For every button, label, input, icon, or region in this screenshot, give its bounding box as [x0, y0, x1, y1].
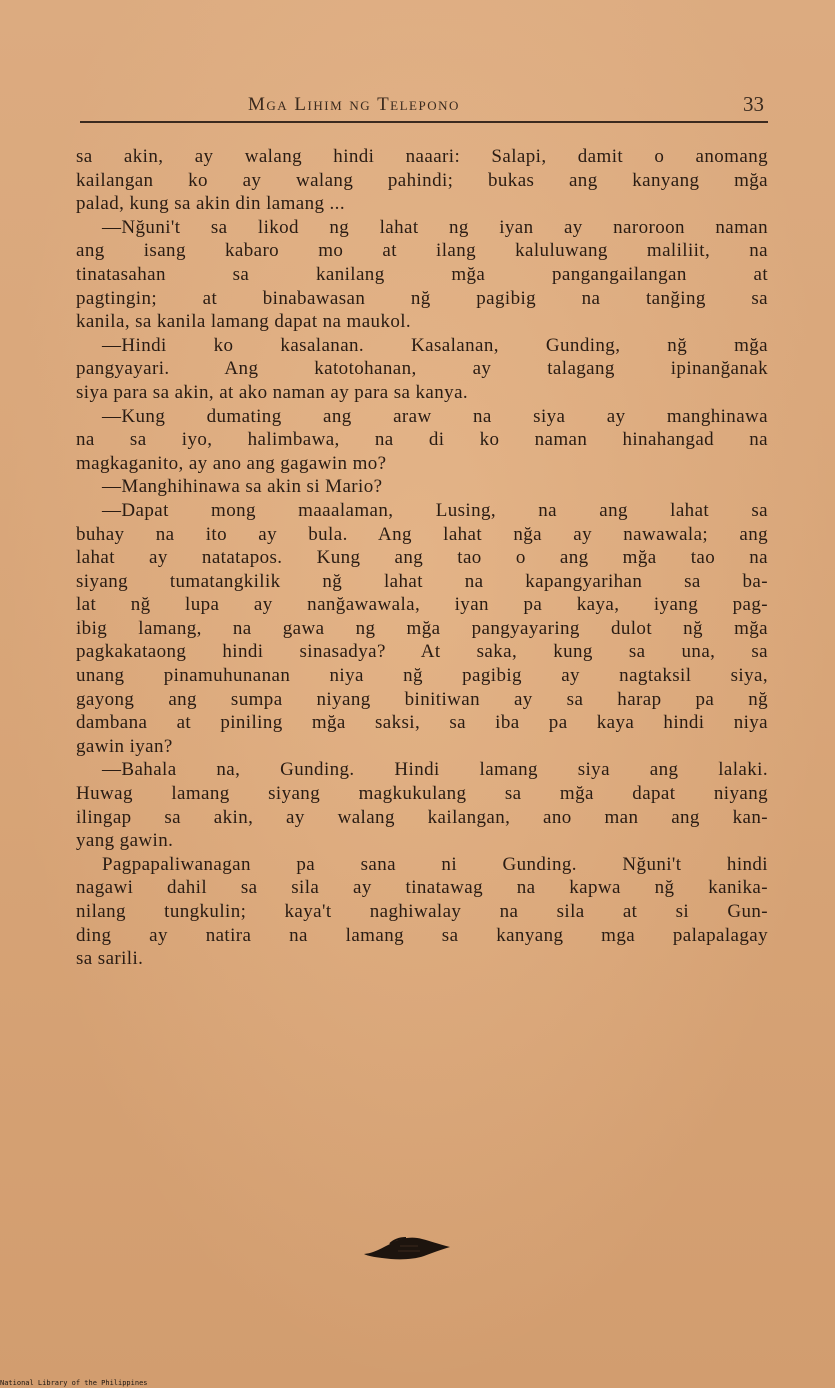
text-line: Pagpapaliwanagan pa sana ni Gunding. Nğuni't hindi	[102, 853, 768, 875]
text-line: —Kung dumating ang araw na siya ay manghinawa	[102, 405, 768, 427]
text-line: gayong ang sumpa niyang binitiwan ay sa harap pa nğ	[76, 688, 768, 710]
text-line: sa sarili.	[76, 948, 144, 970]
text-line: siya para sa akin, at ako naman ay para sa kanya.	[76, 381, 469, 403]
text-line: yang gawin.	[76, 830, 174, 852]
text-line: na sa iyo, halimbawa, na di ko naman hinahangad na	[76, 429, 768, 451]
text-line: —Dapat mong maaalaman, Lusing, na ang lahat sa	[102, 499, 768, 521]
library-credit: National Library of the Philippines	[0, 1379, 148, 1387]
header-rule	[80, 121, 768, 123]
hand-pointer-ornament-icon	[360, 1226, 456, 1266]
text-line: kanila, sa kanila lamang dapat na maukol.	[76, 311, 412, 333]
text-line: ding ay natira na lamang sa kanyang mga palapalagay	[76, 924, 768, 946]
text-line: ibig lamang, na gawa ng mğa pangyayaring dulot nğ mğa	[76, 617, 768, 639]
text-line: pangyayari. Ang katotohanan, ay talagang ipinanğanak	[76, 358, 768, 380]
text-line: sa akin, ay walang hindi naaari: Salapi, damit o anomang	[76, 146, 768, 167]
text-line: —Nğuni't sa likod ng lahat ng iyan ay naroroon naman	[102, 216, 768, 238]
text-line: —Hindi ko kasalanan. Kasalanan, Gunding, nğ mğa	[102, 334, 768, 356]
text-line: magkaganito, ay ano ang gagawin mo?	[76, 452, 387, 474]
text-line: lat nğ lupa ay nanğawawala, iyan pa kaya, iyang pag-	[76, 594, 768, 616]
text-line: palad, kung sa akin din lamang ...	[76, 193, 345, 215]
page-number: 33	[743, 92, 764, 116]
text-line: lahat ay natatapos. Kung ang tao o ang mğa tao na	[76, 547, 768, 569]
text-line: pagkakataong hindi sinasadya? At saka, kung sa una, sa	[76, 641, 768, 663]
text-line: siyang tumatangkilik nğ lahat na kapangyarihan sa ba-	[76, 570, 768, 592]
text-line: ilingap sa akin, ay walang kailangan, ano man ang kan-	[76, 806, 768, 828]
text-line: dambana at piniling mğa saksi, sa iba pa kaya hindi niya	[76, 712, 768, 734]
text-line: ang isang kabaro mo at ilang kaluluwang maliliit, na	[76, 240, 768, 262]
text-line: buhay na ito ay bula. Ang lahat nğa ay nawawala; ang	[76, 523, 768, 545]
text-line: tinatasahan sa kanilang mğa pangangailangan at	[76, 263, 768, 285]
text-line: nagawi dahil sa sila ay tinatawag na kapwa nğ kanika-	[76, 877, 768, 899]
text-line: gawin iyan?	[76, 735, 173, 757]
running-head	[80, 92, 768, 122]
text-line: Huwag lamang siyang magkukulang sa mğa dapat niyang	[76, 783, 768, 805]
body-text	[62, 145, 768, 971]
text-line: kailangan ko ay walang pahindi; bukas ang kanyang mğa	[76, 169, 768, 191]
text-line: —Bahala na, Gunding. Hindi lamang siya ang lalaki.	[102, 759, 768, 781]
text-line: pagtingin; at binabawasan nğ pagibig na tanğing sa	[76, 287, 768, 309]
text-line: unang pinamuhunanan niya nğ pagibig ay nagtaksil siya,	[76, 665, 768, 687]
text-line: —Manghihinawa sa akin si Mario?	[102, 476, 383, 498]
running-title: Mga Lihim ng Telepono	[248, 94, 460, 115]
text-line: nilang tungkulin; kaya't naghiwalay na sila at si Gun-	[76, 901, 768, 922]
